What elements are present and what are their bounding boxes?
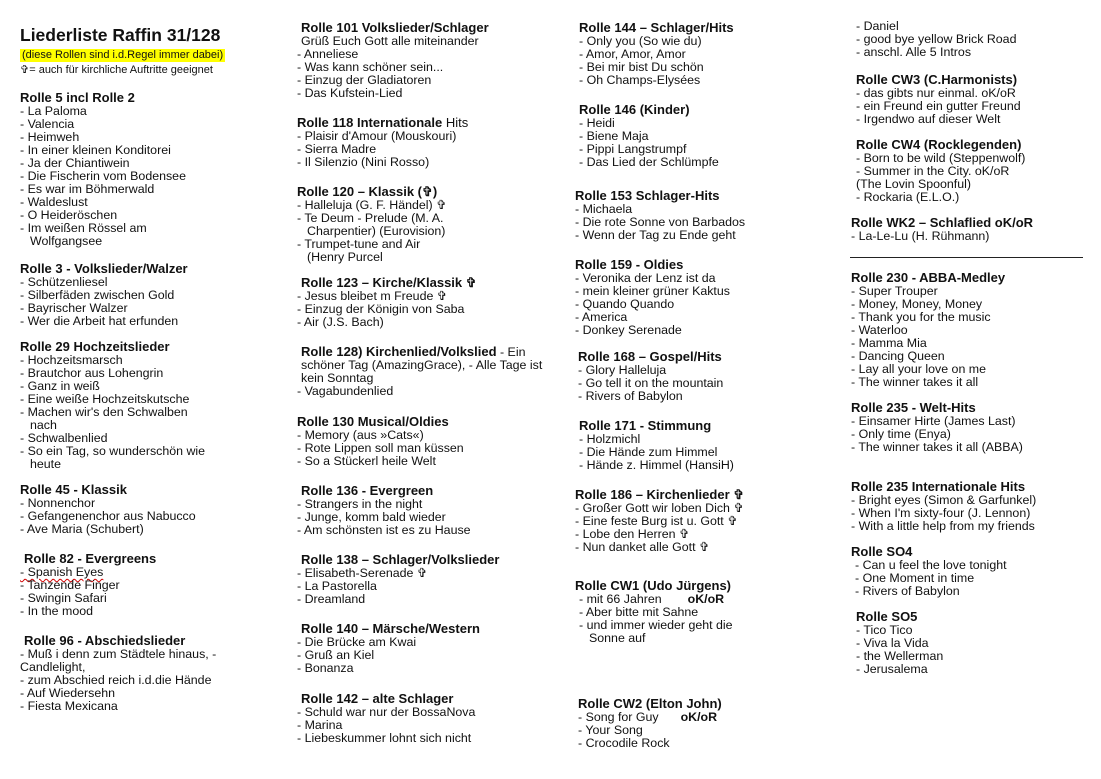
list-item: - Eine feste Burg ist u. Gott ✞ — [575, 514, 738, 528]
section-rolle-146 — [579, 102, 839, 169]
list-item: - Go tell it on the mountain — [578, 376, 724, 390]
list-item: - Donkey Serenade — [575, 323, 682, 337]
list-item: - Schwalbenlied — [20, 431, 108, 445]
section-heading: Rolle 138 – Schlager/Volkslieder — [301, 552, 500, 567]
section-heading: Rolle SO5 — [856, 609, 918, 624]
list-item: - Silberfäden zwischen Gold — [20, 288, 175, 302]
list-item: - In einer kleinen Konditorei — [20, 143, 171, 157]
list-item: - Hände z. Himmel (HansiH) — [579, 458, 734, 472]
divider-line — [850, 257, 1083, 258]
list-item: - Brautchor aus Lohengrin — [20, 366, 164, 380]
list-item: - Valencia — [20, 117, 75, 131]
list-item: - Glory Halleluja — [578, 363, 667, 377]
list-item: (The Lovin Spoonful) — [856, 177, 972, 191]
list-item: - So a Stückerl heile Welt — [297, 454, 436, 468]
list-item: - Machen wir's den Schwalben — [20, 405, 188, 419]
section-rolle-3 — [20, 261, 280, 328]
list-item: - Heimweh — [20, 130, 80, 144]
list-item: - Air (J.S. Bach) — [297, 315, 384, 329]
section-heading: Rolle 82 - Evergreens — [24, 551, 157, 566]
list-item: - Trumpet-tune and Air — [297, 237, 421, 251]
section-rolle-96 — [20, 633, 284, 713]
list-item: - Rivers of Babylon — [578, 389, 683, 403]
list-item: - So ein Tag, so wunderschön wie — [20, 444, 206, 458]
list-item: - In the mood — [20, 604, 94, 618]
section-heading: Rolle 142 – alte Schlager — [301, 691, 454, 706]
list-item: - Ganz in weiß — [20, 379, 100, 393]
section-rolle-186 — [575, 487, 835, 554]
section-cw2-continued — [856, 20, 1096, 59]
section-rolle-101 — [297, 20, 551, 100]
section-rolle-168 — [578, 349, 838, 403]
document-header — [20, 25, 280, 77]
list-item: - One Moment in time — [855, 571, 975, 585]
list-item: - Dreamland — [297, 592, 366, 606]
section-rolle-142 — [297, 691, 551, 745]
section-heading: Rolle 144 – Schlager/Hits — [579, 20, 734, 35]
list-item: - Rockaria (E.L.O.) — [856, 190, 960, 204]
list-item: - Plaisir d'Amour (Mouskouri) — [297, 129, 457, 143]
section-rolle-136 — [297, 483, 551, 537]
list-item: - Junge, komm bald wieder — [297, 510, 446, 524]
section-heading: Rolle 140 – Märsche/Western — [301, 621, 480, 636]
list-item: - Die rote Sonne von Barbados — [575, 215, 746, 229]
list-item: - Viva la Vida — [856, 636, 929, 650]
list-item: Grüß Euch Gott alle miteinander — [301, 34, 479, 48]
heading-extra: - Ein schöner Tag (AmazingGrace), - Alle Tage ist kein Sonntag — [301, 345, 543, 385]
section-heading: Rolle WK2 – Schlaflied oK/oR — [851, 215, 1034, 230]
list-item: - Ja der Chiantiwein — [20, 156, 130, 170]
list-item: - Michaela — [575, 202, 633, 216]
section-heading: Rolle 136 - Evergreen — [301, 483, 434, 498]
list-item: - Super Trouper — [851, 284, 938, 298]
list-item: - Im weißen Rössel am — [20, 221, 147, 235]
list-item: - Pippi Langstrumpf — [579, 142, 687, 156]
list-item: - Schuld war nur der BossaNova — [297, 705, 476, 719]
list-item: - Dancing Queen — [851, 349, 945, 363]
list-item: - Waterloo — [851, 323, 908, 337]
section-rolle-cw3 — [856, 72, 1096, 126]
subtitle-highlight: (diese Rollen sind i.d.Regel immer dabei) — [22, 49, 224, 61]
list-item: - Strangers in the night — [297, 497, 423, 511]
list-item: - Jesus bleibet m Freude ✞ — [297, 289, 448, 303]
list-item: - Irgendwo auf dieser Welt — [856, 112, 1001, 126]
section-rolle-cw1 — [575, 578, 835, 645]
heading-main: Rolle 118 Internationale — [297, 115, 443, 130]
section-heading: Rolle CW4 (Rocklegenden) — [856, 137, 1022, 152]
list-item: - Oh Champs-Elysées — [579, 73, 701, 87]
list-item: - La-Le-Lu (H. Rühmann) — [851, 229, 990, 243]
list-item: - Die Hände zum Himmel — [579, 445, 718, 459]
list-item: - Schützenliesel — [20, 275, 108, 289]
list-item: - Nun danket alle Gott ✞ — [575, 540, 710, 554]
section-heading: Rolle 171 - Stimmung — [579, 418, 712, 433]
section-rolle-29 — [20, 339, 280, 471]
list-item: - Großer Gott wir loben Dich ✞ — [575, 501, 744, 515]
list-item: - Einzug der Gladiatoren — [297, 73, 432, 87]
list-item: - La Paloma — [20, 104, 87, 118]
list-item: - Amor, Amor, Amor — [579, 47, 686, 61]
list-item: - Il Silenzio (Nini Rosso) — [297, 155, 430, 169]
section-rolle-wk2 — [851, 215, 1091, 243]
list-item: - Swingin Safari — [20, 591, 107, 605]
list-item: - Marina — [297, 718, 343, 732]
list-item: - Anneliese — [297, 47, 359, 61]
section-heading: Rolle 235 - Welt-Hits — [851, 400, 976, 415]
list-item: - Es war im Böhmerwald — [20, 182, 155, 196]
list-item: - Veronika der Lenz ist da — [575, 271, 716, 285]
list-item: - Halleluja (G. F. Händel) ✞ — [297, 198, 447, 212]
list-item: - Holzmichl — [579, 432, 641, 446]
section-rolle-128 — [297, 344, 546, 398]
section-heading: Rolle 130 Musical/Oldies — [297, 414, 449, 429]
section-rolle-144 — [579, 20, 839, 87]
section-rolle-45 — [20, 482, 280, 536]
list-item: - Elisabeth-Serenade ✞ — [297, 566, 428, 580]
list-item: - und immer wieder geht die — [579, 618, 733, 632]
list-item: - Born to be wild (Steppenwolf) — [856, 151, 1026, 165]
list-item: - Gruß an Kiel — [297, 648, 375, 662]
section-rolle-120 — [297, 184, 547, 264]
list-item: - Biene Maja — [579, 129, 649, 143]
section-rolle-159 — [575, 257, 835, 337]
list-item: - Bei mir bist Du schön — [579, 60, 704, 74]
section-heading: Rolle 29 Hochzeitslieder — [20, 339, 170, 354]
list-item: - Die Fischerin vom Bodensee — [20, 169, 186, 183]
list-item: - When I'm sixty-four (J. Lennon) — [851, 506, 1031, 520]
section-heading: Rolle 96 - Abschiedslieder — [24, 633, 186, 648]
section-heading: Rolle 168 – Gospel/Hits — [578, 349, 722, 364]
list-item: Charpentier) (Eurovision) — [307, 224, 446, 238]
section-heading: Rolle 101 Volkslieder/Schlager — [301, 20, 489, 35]
section-heading: Rolle 146 (Kinder) — [579, 102, 690, 117]
list-item: - Sierra Madre — [297, 142, 377, 156]
section-heading: Rolle 123 – Kirche/Klassik ✞ — [301, 275, 477, 290]
list-item: nach — [30, 418, 57, 432]
list-item: - Hochzeitsmarsch — [20, 353, 123, 367]
section-rolle-123 — [297, 275, 551, 329]
page-title: Liederliste Raffin 31/128 — [20, 25, 221, 45]
list-item: - Muß i denn zum Städtele hinaus, - — [20, 647, 217, 661]
list-item: - Ave Maria (Schubert) — [20, 522, 144, 536]
list-item: - Summer in the City. oK/oR — [856, 164, 1010, 178]
list-item: - anschl. Alle 5 Intros — [856, 45, 972, 59]
church-note: ✞= auch für kirchliche Auftritte geeignet — [20, 64, 213, 76]
section-rolle-235-international — [851, 479, 1091, 533]
list-item: - Only you (So wie du) — [579, 34, 702, 48]
list-item: - Heidi — [579, 116, 615, 130]
list-item: - Am schönsten ist es zu Hause — [297, 523, 471, 537]
section-rolle-235-welt — [851, 400, 1091, 454]
list-item: - La Pastorella — [297, 579, 377, 593]
list-item: - Bright eyes (Simon & Garfunkel) — [851, 493, 1037, 507]
list-item: - Rivers of Babylon — [855, 584, 960, 598]
section-rolle-82 — [20, 551, 284, 618]
list-item: - Rote Lippen soll man küssen — [297, 441, 464, 455]
list-item: - Fiesta Mexicana — [20, 699, 118, 713]
section-heading: Rolle CW3 (C.Harmonists) — [856, 72, 1018, 87]
list-item: - Auf Wiedersehn — [20, 686, 116, 700]
list-item: - Thank you for the music — [851, 310, 991, 324]
section-rolle-so5 — [856, 609, 1096, 676]
list-item: - Mamma Mia — [851, 336, 927, 350]
list-item: - Einzug der Königin von Saba — [297, 302, 465, 316]
list-item: - zum Abschied reich i.d.die Hände — [20, 673, 212, 687]
list-item: - Bonanza — [297, 661, 354, 675]
list-item: - Memory (aus »Cats«) — [297, 428, 424, 442]
section-heading: Rolle 186 – Kirchenlieder ✞ — [575, 487, 745, 502]
list-item: heute — [30, 457, 62, 471]
list-item: - Nonnenchor — [20, 496, 96, 510]
list-item: - Money, Money, Money — [851, 297, 983, 311]
section-rolle-5 — [20, 90, 280, 248]
list-item: - Einsamer Hirte (James Last) — [851, 414, 1016, 428]
list-item: Wolfgangsee — [30, 234, 103, 248]
list-item: - mein kleiner grüner Kaktus — [575, 284, 730, 298]
section-rolle-138 — [297, 552, 551, 606]
section-heading: Rolle 235 Internationale Hits — [851, 479, 1026, 494]
list-item: - Liebeskummer lohnt sich nicht — [297, 731, 472, 745]
list-item: - Wenn der Tag zu Ende geht — [575, 228, 736, 242]
section-heading — [297, 115, 547, 130]
section-heading: Rolle CW1 (Udo Jürgens) — [575, 578, 732, 593]
section-heading — [301, 345, 546, 385]
list-item: - Your Song — [578, 723, 643, 737]
song-title: - mit 66 Jahren — [579, 592, 662, 606]
list-item: - Bayrischer Walzer — [20, 301, 128, 315]
section-heading: Rolle 159 - Oldies — [575, 257, 684, 272]
song-title: - Song for Guy — [578, 710, 659, 724]
section-rolle-cw2 — [578, 696, 838, 750]
list-item: - Tico Tico — [856, 623, 913, 637]
section-heading: Rolle 5 incl Rolle 2 — [20, 90, 135, 105]
list-item: - Spanish Eyes — [20, 565, 104, 579]
section-heading: Rolle 45 - Klassik — [20, 482, 127, 497]
section-heading: Rolle 153 Schlager-Hits — [575, 188, 720, 203]
section-heading: Rolle 3 - Volkslieder/Walzer — [20, 261, 188, 276]
list-item: - With a little help from my friends — [851, 519, 1035, 533]
section-rolle-140 — [297, 621, 551, 675]
list-item: - ein Freund ein gutter Freund — [856, 99, 1021, 113]
section-rolle-153 — [575, 188, 835, 242]
section-heading: Rolle 230 - ABBA-Medley — [851, 270, 1006, 285]
list-item: - Daniel — [856, 19, 899, 33]
list-item: (Henry Purcel — [307, 250, 383, 264]
list-item: - The winner takes it all (ABBA) — [851, 440, 1023, 454]
list-item: - Gefangenenchor aus Nabucco — [20, 509, 196, 523]
section-heading: Rolle CW2 (Elton John) — [578, 696, 722, 711]
list-item: - Eine weiße Hochzeitskutsche — [20, 392, 190, 406]
list-item: - Waldeslust — [20, 195, 88, 209]
heading-extra: Hits — [442, 115, 469, 130]
ok-or-badge: oK/oR — [687, 592, 725, 606]
heading-main: Rolle 128) Kirchenlied/Volkslied — [301, 344, 497, 359]
list-item: - Das Kufstein-Lied — [297, 86, 403, 100]
list-item: - O Heideröschen — [20, 208, 118, 222]
list-item: - Vagabundenlied — [297, 384, 394, 398]
list-item: - Aber bitte mit Sahne — [579, 605, 699, 619]
list-item: - the Wellerman — [856, 649, 944, 663]
list-item: - good bye yellow Brick Road — [856, 32, 1017, 46]
list-item: - Die Brücke am Kwai — [297, 635, 417, 649]
list-item: - Tanzende Finger — [20, 578, 120, 592]
list-item: - Was kann schöner sein... — [297, 60, 444, 74]
list-item: - Wer die Arbeit hat erfunden — [20, 314, 179, 328]
list-item: - The winner takes it all — [851, 375, 979, 389]
section-rolle-171 — [579, 418, 839, 472]
list-item: - Quando Quando — [575, 297, 675, 311]
section-rolle-cw4 — [856, 137, 1096, 204]
list-item: - Can u feel the love tonight — [855, 558, 1007, 572]
section-rolle-118 — [297, 115, 547, 169]
list-item: Sonne auf — [589, 631, 646, 645]
list-item: - Te Deum - Prelude (M. A. — [297, 211, 444, 225]
section-heading: Rolle SO4 — [851, 544, 913, 559]
section-rolle-130 — [297, 414, 547, 468]
list-item: Candlelight, — [20, 660, 86, 674]
section-rolle-230 — [851, 270, 1091, 389]
list-item: - Das Lied der Schlümpfe — [579, 155, 719, 169]
section-rolle-so4 — [851, 544, 1091, 598]
list-item: - America — [575, 310, 628, 324]
list-item: - Jerusalema — [856, 662, 928, 676]
list-item: - Only time (Enya) — [851, 427, 951, 441]
list-item: - Lay all your love on me — [851, 362, 986, 376]
list-item: - Crocodile Rock — [578, 736, 670, 750]
section-heading: Rolle 120 – Klassik (✞) — [297, 184, 438, 199]
list-item: - Lobe den Herren ✞ — [575, 527, 690, 541]
ok-or-badge: oK/oR — [680, 710, 718, 724]
list-item: - das gibts nur einmal. oK/oR — [856, 86, 1016, 100]
